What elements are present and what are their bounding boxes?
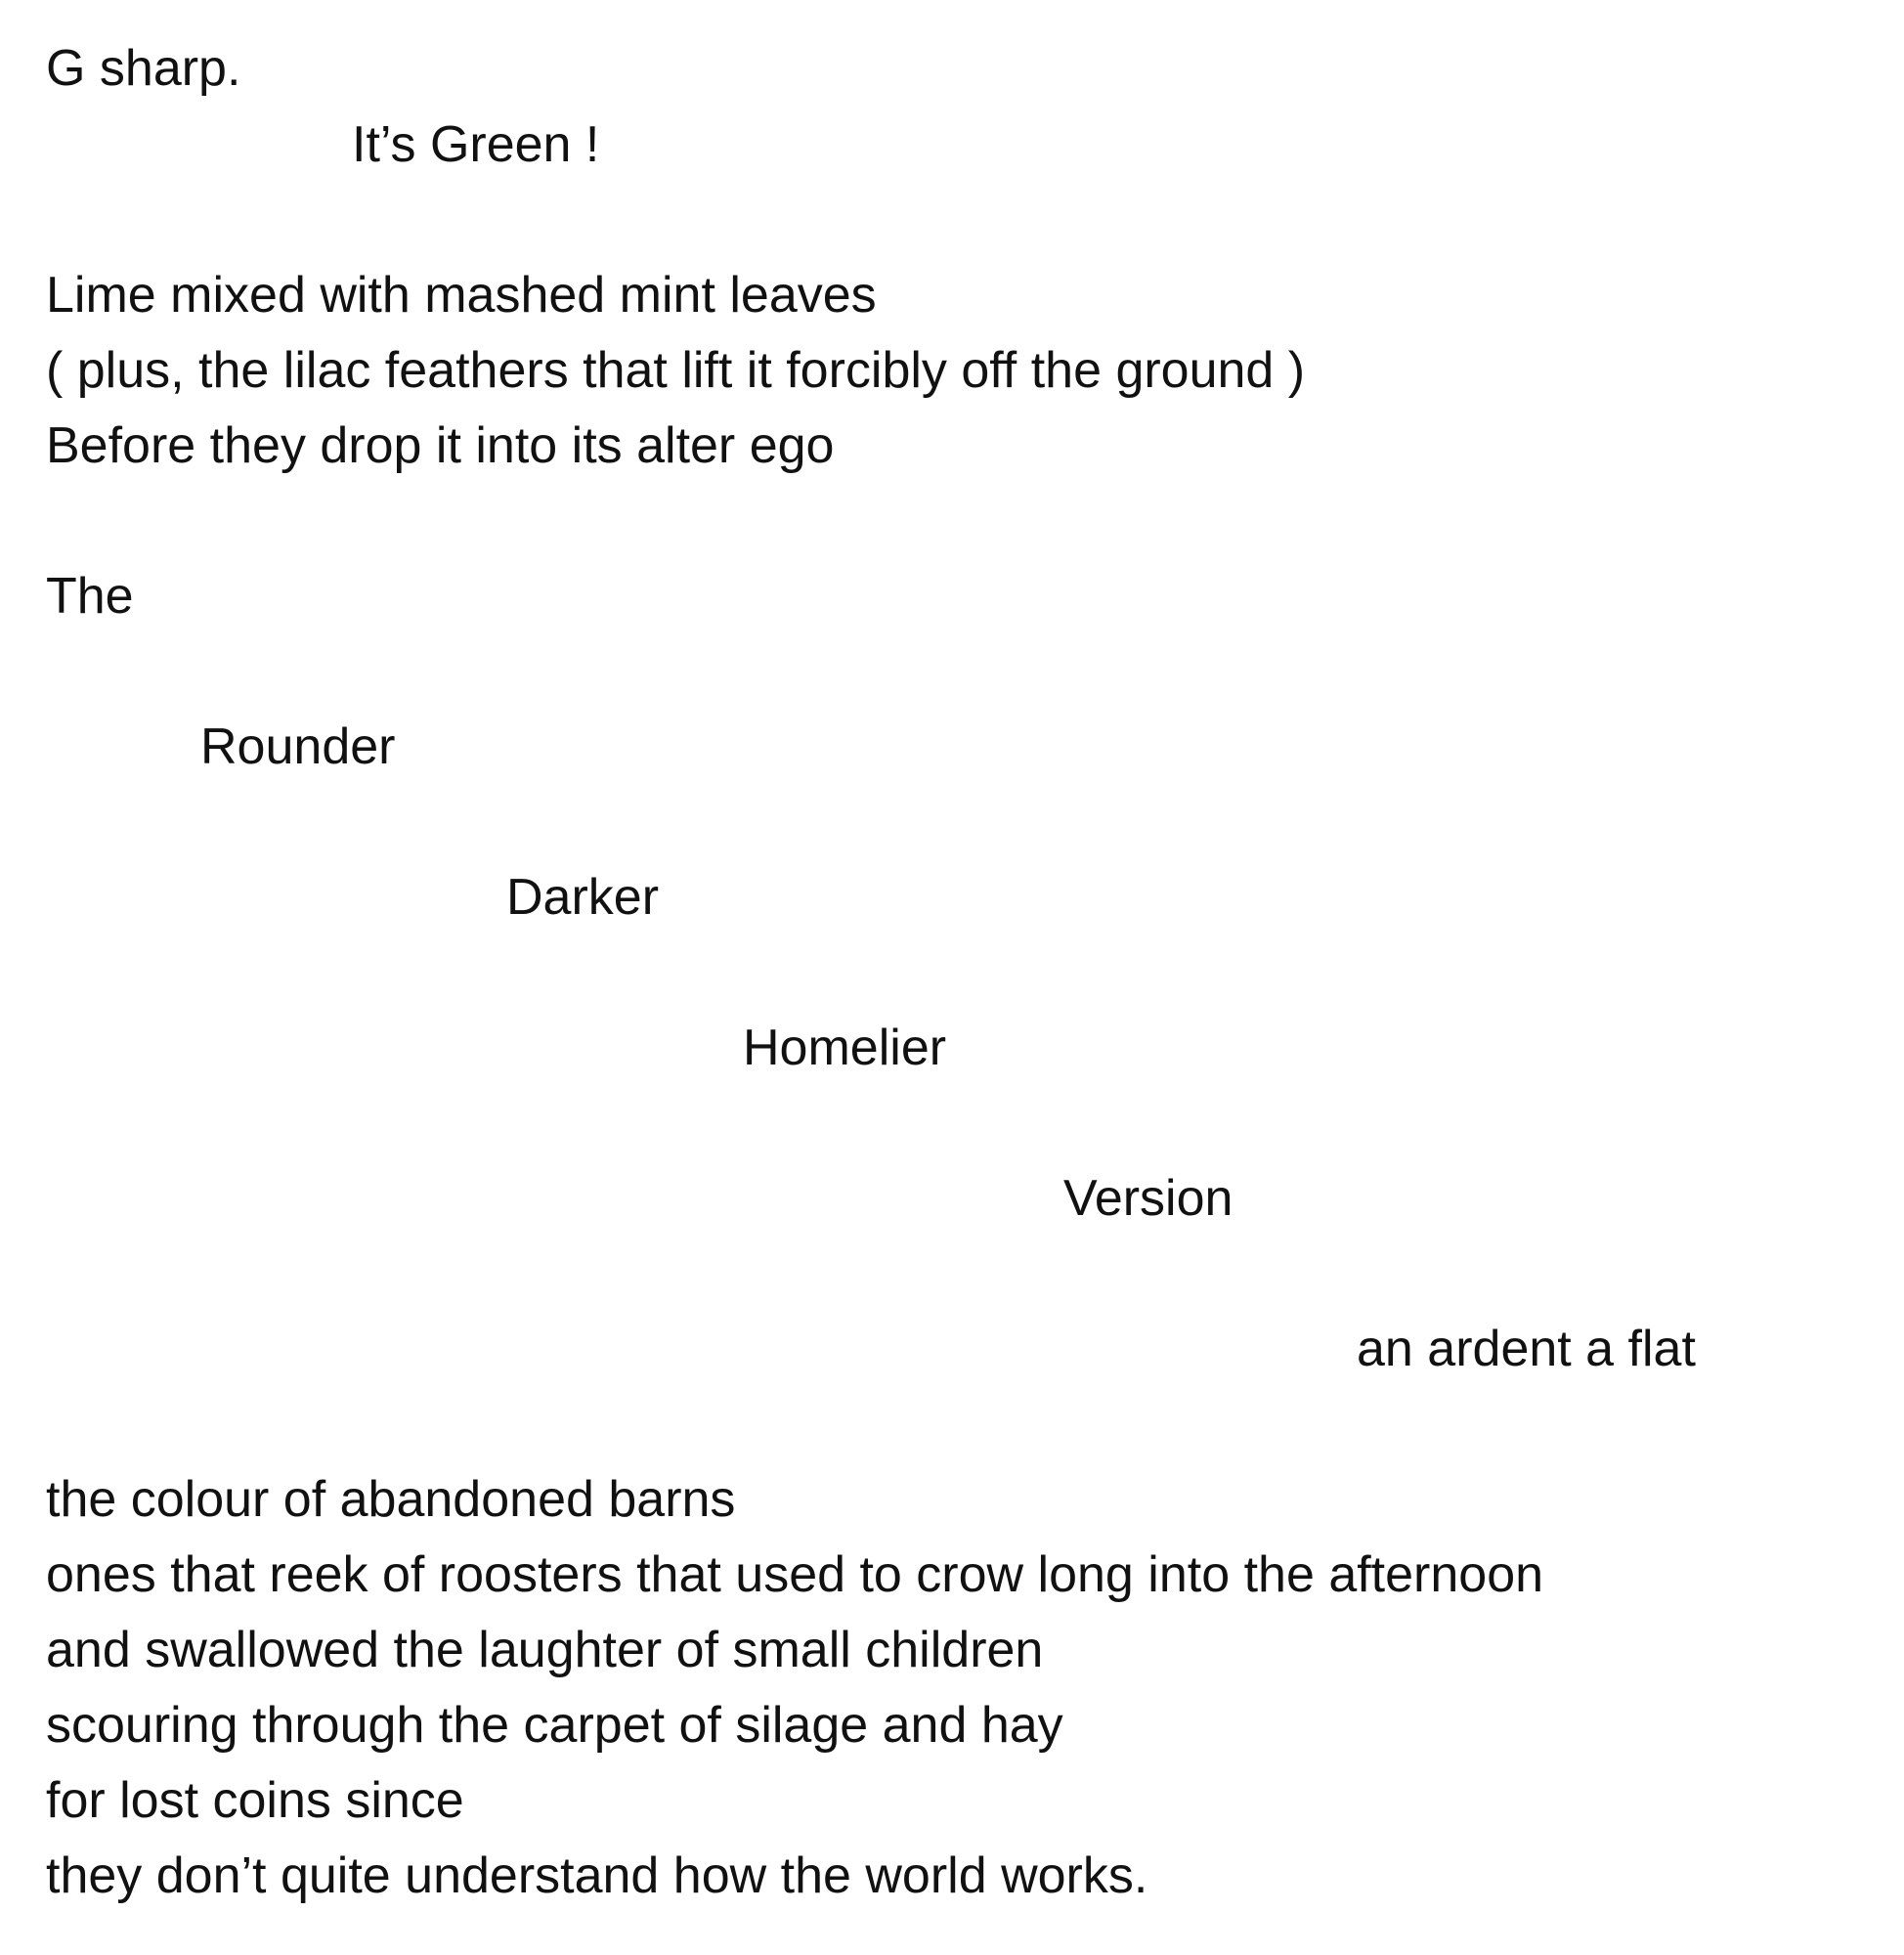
poem-line-1: G sharp. [46,40,241,97]
poem-line-8: Darker [506,869,660,926]
poem-line-10: Version [1063,1170,1233,1227]
poem-line-3: Lime mixed with mashed mint leaves [46,267,877,324]
poem-line-4: ( plus, the lilac feathers that lift it forcibly off the ground ) [46,342,1306,399]
poem-line-16: for lost coins since [46,1772,464,1829]
poem-line-6: The [46,568,134,625]
poem-line-17: they don’t quite understand how the world works. [46,1847,1148,1904]
poem-line-15: scouring through the carpet of silage and hay [46,1697,1063,1754]
poem-line-5: Before they drop it into its alter ego [46,417,835,474]
poem-line-11: an ardent a flat [1357,1321,1696,1377]
poem-line-7: Rounder [200,718,396,775]
poem-line-2: It’s Green ! [352,116,600,173]
poem-line-13: ones that reek of roosters that used to crow long into the afternoon [46,1546,1544,1603]
poem-line-9: Homelier [743,1020,947,1076]
poem-line-14: and swallowed the laughter of small children [46,1622,1044,1678]
poem-line-12: the colour of abandoned barns [46,1471,736,1528]
